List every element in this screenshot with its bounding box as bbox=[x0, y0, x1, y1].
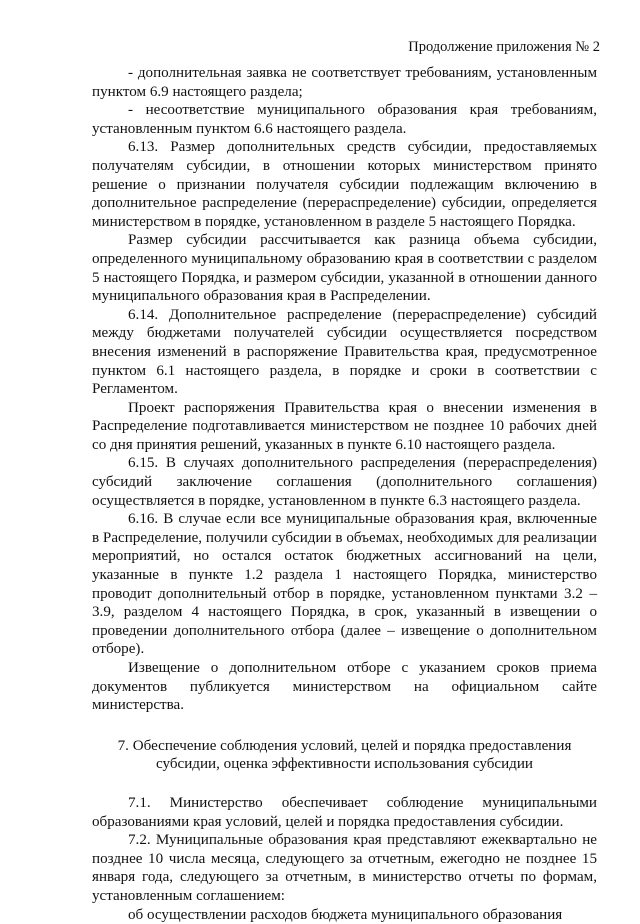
paragraph-item-nonconformity: - несоответствие муниципального образования края требованиям, установленным пунктом 6.6 настоящего раздела. bbox=[92, 102, 597, 137]
paragraph-7-1: 7.1. Министерство обеспечивает соблюдение муниципальными образованиями края условий, целей и порядка предоставления субсидии. bbox=[92, 794, 597, 830]
page-header: Продолжение приложения № 2 bbox=[408, 39, 600, 55]
paragraph-selection-notice: Извещение о дополнительном отборе с указанием сроков приема документов публикуется министерством на официальном сайте министерства. bbox=[92, 660, 597, 714]
section-heading-line-2: субсидии, оценка эффективности использования субсидии bbox=[156, 756, 533, 773]
paragraph-item-additional-application: - дополнительная заявка не соответствует требованиям, установленным пунктом 6.9 настоящего раздела; bbox=[92, 65, 597, 100]
paragraph-7-2: 7.2. Муниципальные образования края представляют ежеквартально не позднее 10 числа месяца, следующего за отчетным, ежегодно не позднее 15 января года, следующего за отчетным, в министерство отчеты по формам, установленным соглашением: bbox=[92, 832, 597, 904]
paragraph-draft-order: Проект распоряжения Правительства края о внесении изменения в Распределение подготавливается министерством не позднее 10 рабочих дней со дня принятия решений, указанных в пункте 6.10 настоящего раздела. bbox=[92, 399, 597, 453]
paragraph-6-14: 6.14. Дополнительное распределение (перераспределение) субсидий между бюджетами получателей субсидии осуществляется посредством внесения изменений в распоряжение Правительства края, предусмотренное пунктом 6.1 настоящего раздела, в порядке и сроки в соответствии с Регламентом. bbox=[92, 306, 597, 398]
paragraph-6-13: 6.13. Размер дополнительных средств субсидии, предоставляемых получателям субсидии, в отношении которых министерством принято решение о признании получателя субсидии подлежащим включению в дополнительное распределение (перераспределение) субсидии, определяется министерством в порядке, установленном в разделе 5 настоящего Порядка. bbox=[92, 139, 597, 230]
section-heading-line-1: 7. Обеспечение соблюдения условий, целей и порядка предоставления bbox=[117, 737, 572, 754]
paragraph-6-16: 6.16. В случае если все муниципальные образования края, включенные в Распределение, получили субсидии в объемах, необходимых для реализации мероприятий, но остался остаток бюджетных ассигнований на цели, указанные в пункте 1.2 раздела 1 настоящего Порядка, министерство проводит дополнительный отбор в порядке, установленном пунктами 3.2 – 3.9, разделом 4 настоящего Порядка, в срок, указанный в извещении о проведении дополнительного отбора (далее – извещение о дополнительном отборе). bbox=[92, 511, 597, 658]
document-body bbox=[92, 64, 597, 924]
paragraph-6-15: 6.15. В случаях дополнительного распределения (перераспределения) субсидий заключение соглашения (дополнительного соглашения) осуществляется в порядке, установленном в пункте 6.3 настоящего раздела. bbox=[92, 455, 597, 509]
section-7-heading bbox=[92, 737, 597, 774]
paragraph-subsidy-size: Размер субсидии рассчитывается как разница объема субсидии, определенного муниципальному образованию края в соответствии с разделом 5 настоящего Порядка, и размером субсидии, указанной в отношении данного муниципального образования края в Распределении. bbox=[92, 232, 597, 305]
paragraph-expenditure-report: об осуществлении расходов бюджета муниципального образования bbox=[128, 906, 563, 923]
